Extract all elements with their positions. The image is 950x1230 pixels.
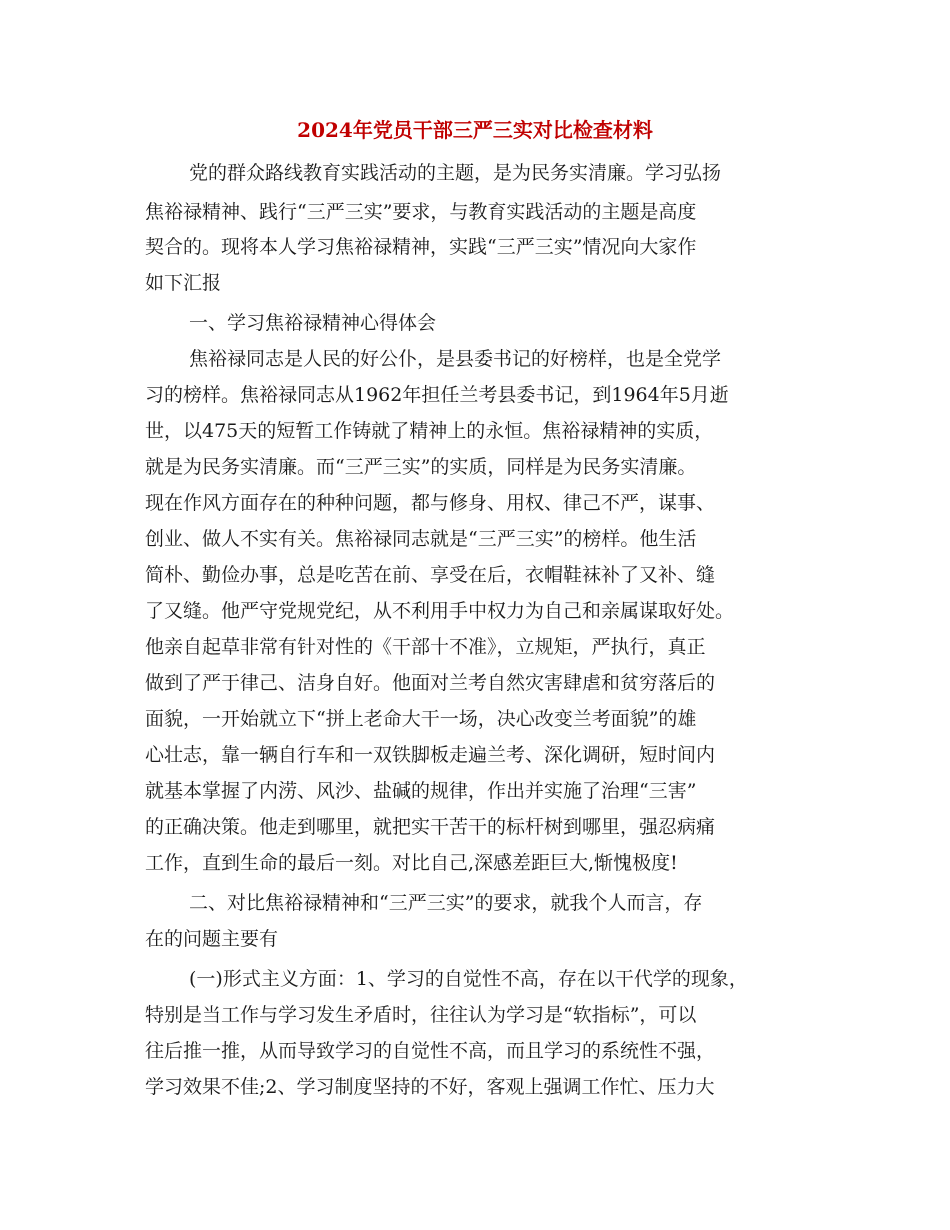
- paragraph-line: 习的榜样。焦裕禄同志从1962年担任兰考县委书记，到1964年5月逝: [145, 384, 729, 406]
- paragraph-line: 在的问题主要有: [145, 928, 279, 950]
- paragraph-line: 世，以475天的短暂工作铸就了精神上的永恒。焦裕禄精神的实质，: [145, 420, 714, 442]
- paragraph-line: 往后推一推，从而导致学习的自觉性不高，而且学习的系统性不强，: [145, 1040, 716, 1062]
- section-heading: 二、对比焦裕禄精神和“三严三实”的要求，就我个人而言，存: [189, 892, 703, 914]
- paragraph-line: 焦裕禄同志是人民的好公仆，是县委书记的好榜样，也是全党学: [189, 348, 722, 370]
- paragraph-line: 心壮志，靠一辆自行车和一双铁脚板走遍兰考、深化调研，短时间内: [145, 744, 716, 766]
- paragraph-line: 焦裕禄精神、践行“三严三实”要求，与教育实践活动的主题是高度: [145, 201, 697, 223]
- paragraph-line: 简朴、勤俭办事，总是吃苦在前、享受在后，衣帽鞋袜补了又补、缝: [145, 564, 716, 586]
- paragraph-line: 契合的。现将本人学习焦裕禄精神，实践“三严三实”情况向大家作: [145, 236, 697, 258]
- paragraph-line: 就是为民务实清廉。而“三严三实”的实质，同样是为民务实清廉。: [145, 456, 697, 478]
- paragraph-line: 面貌，一开始就立下“拼上老命大干一场，决心改变兰考面貌”的雄: [145, 708, 697, 730]
- paragraph-line: (一)形式主义方面：1、学习的自觉性不高，存在以干代学的现象，: [189, 968, 748, 990]
- section-heading: 一、学习焦裕禄精神心得体会: [189, 312, 437, 334]
- paragraph-line: 了又缝。他严守党规党纪，从不利用手中权力为自己和亲属谋取好处。: [145, 600, 735, 622]
- paragraph-line: 学习效果不佳;2、学习制度坚持的不好，客观上强调工作忙、压力大: [145, 1076, 715, 1098]
- paragraph-line: 做到了严于律己、洁身自好。他面对兰考自然灾害肆虐和贫穷落后的: [145, 672, 716, 694]
- paragraph-line: 他亲自起草非常有针对性的《干部十不准》，立规矩，严执行，真正: [145, 636, 706, 658]
- document-title: 2024年党员干部三严三实对比检查材料: [297, 118, 653, 142]
- paragraph-line: 创业、做人不实有关。焦裕禄同志就是“三严三实”的榜样。他生活: [145, 528, 697, 550]
- paragraph-line: 现在作风方面存在的种种问题，都与修身、用权、律己不严，谋事、: [145, 492, 716, 514]
- paragraph-line: 党的群众路线教育实践活动的主题，是为民务实清廉。学习弘扬: [189, 162, 722, 184]
- paragraph-line: 特别是当工作与学习发生矛盾时，往往认为学习是“软指标”，可以: [145, 1004, 697, 1026]
- paragraph-line: 工作，直到生命的最后一刻。对比自己,深感差距巨大,惭愧极度!: [145, 852, 678, 874]
- paragraph-line: 如下汇报: [145, 272, 222, 294]
- paragraph-line: 就基本掌握了内涝、风沙、盐碱的规律，作出并实施了治理“三害”: [145, 780, 697, 802]
- paragraph-line: 的正确决策。他走到哪里，就把实干苦干的标杆树到哪里，强忍病痛: [145, 816, 716, 838]
